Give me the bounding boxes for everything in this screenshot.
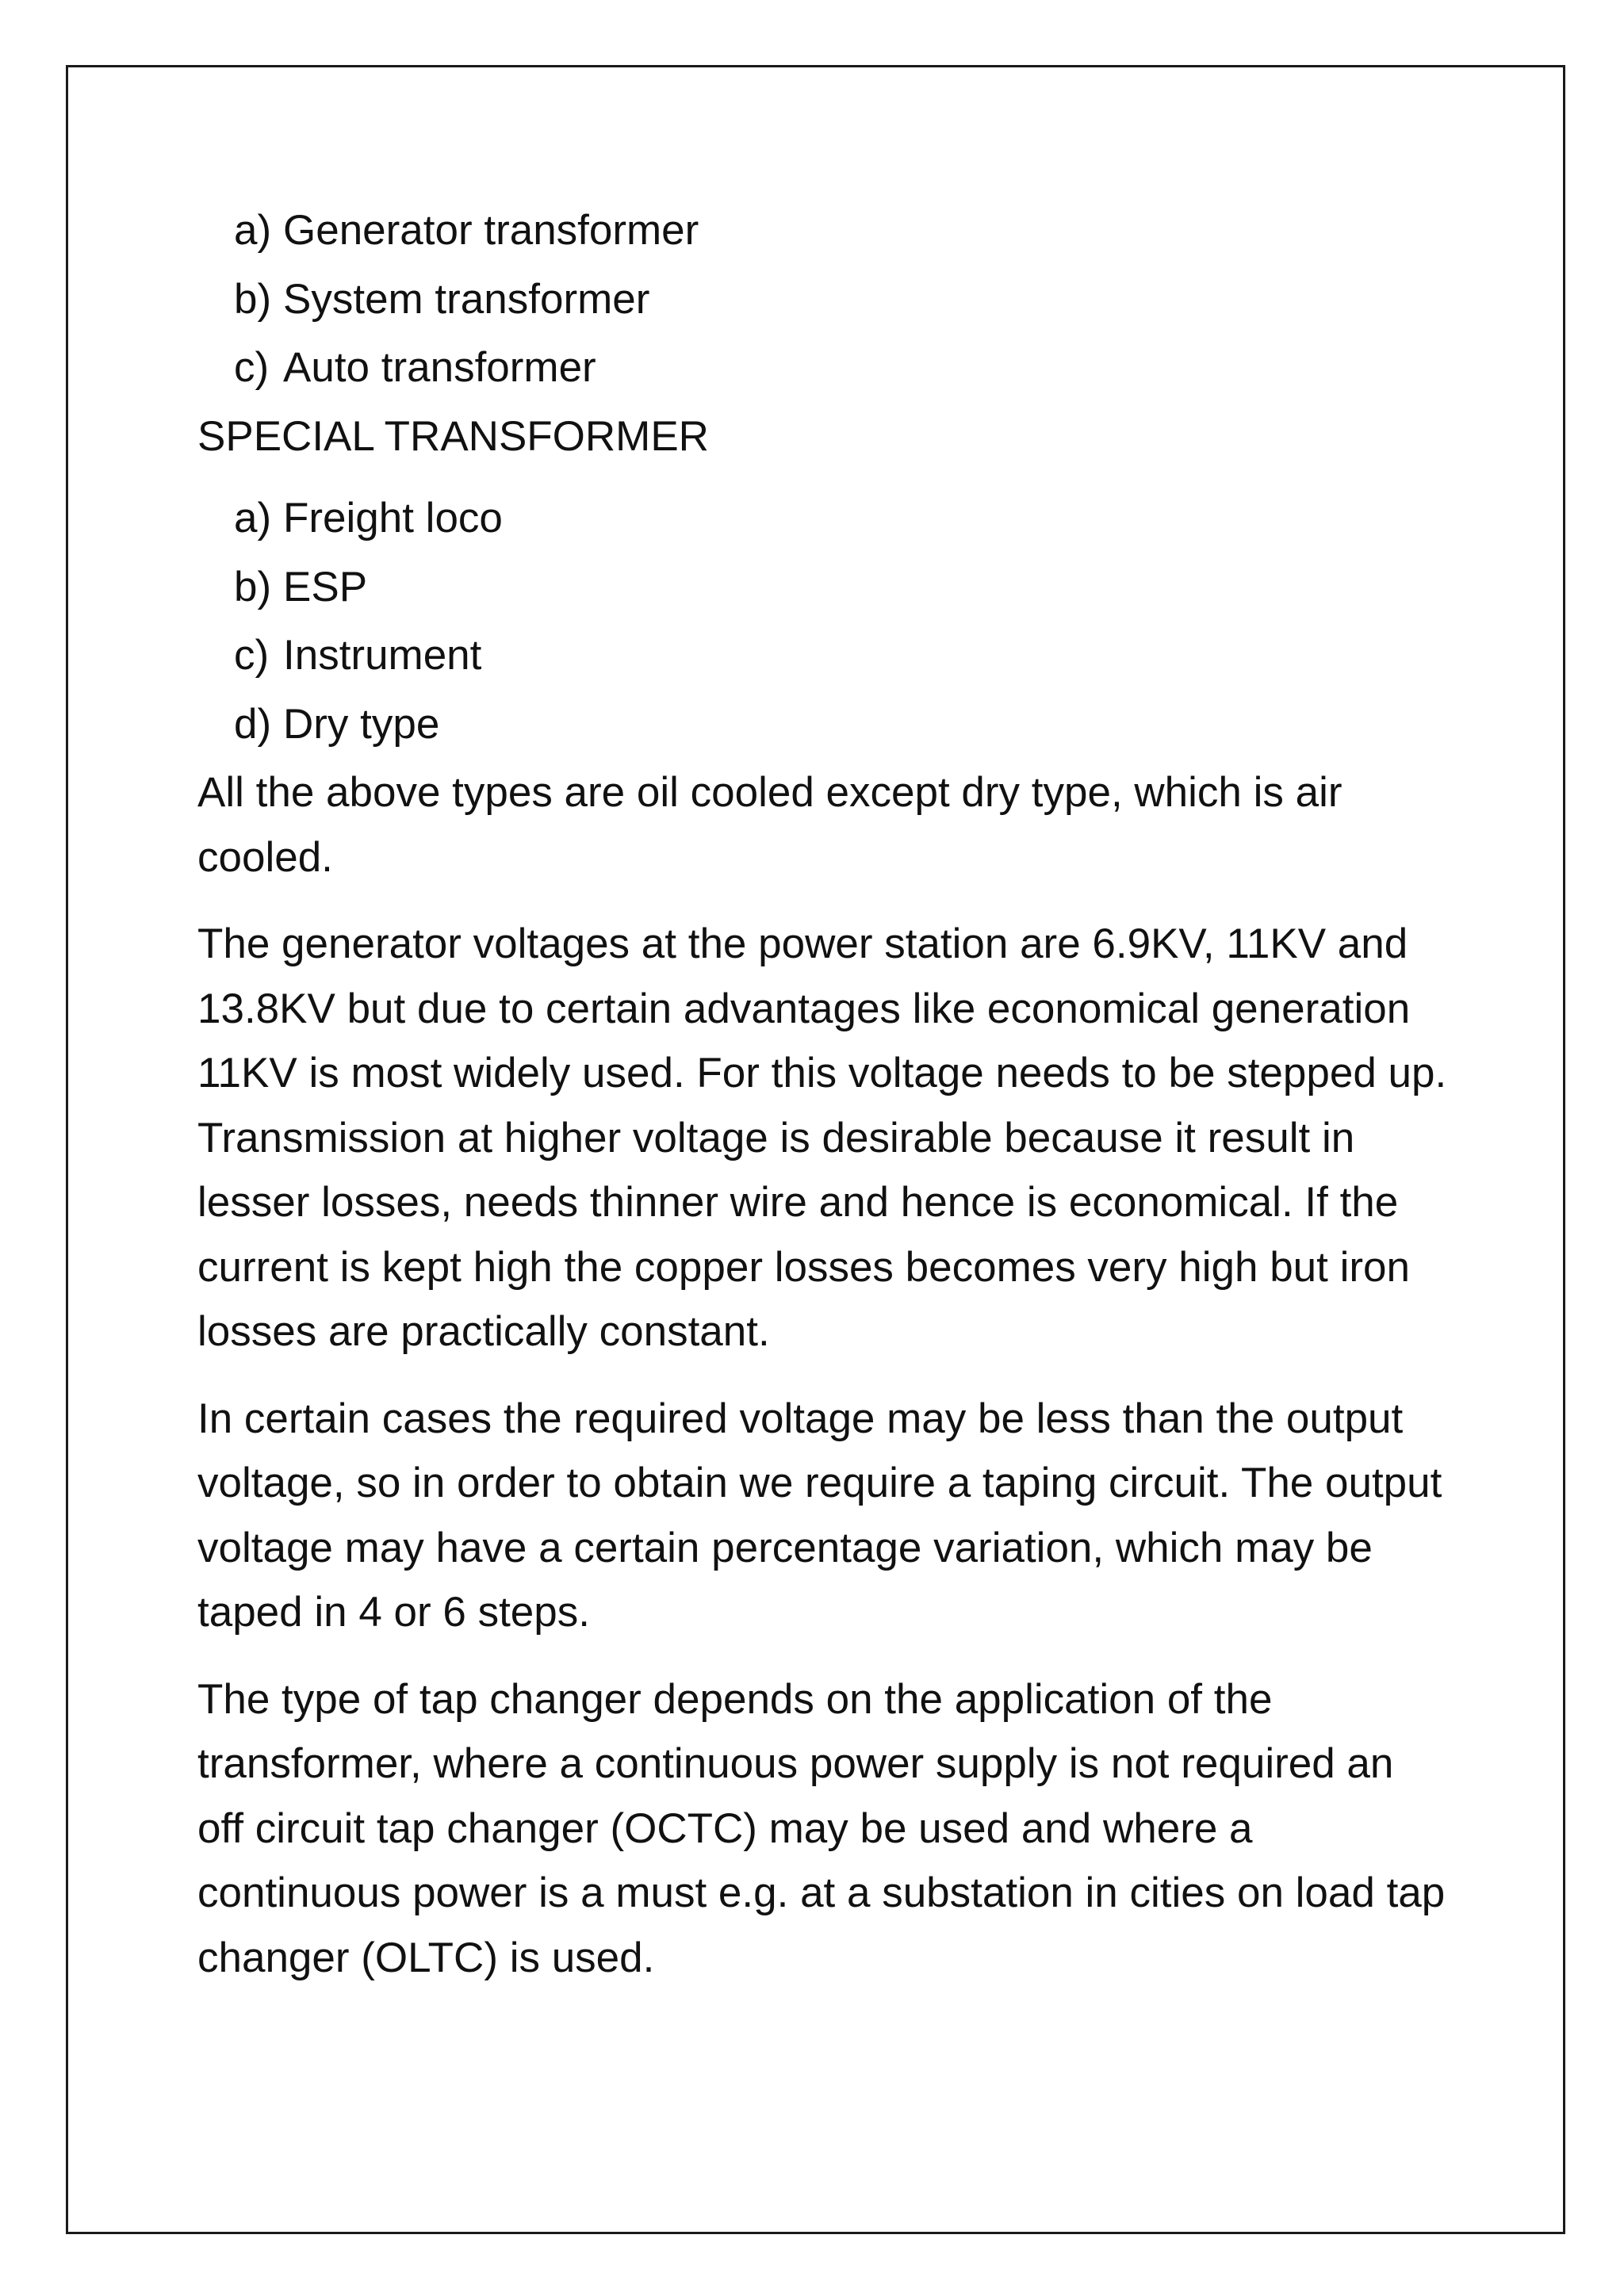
- list-marker: c): [234, 344, 270, 391]
- list-item-text: Instrument: [283, 632, 482, 679]
- list-item: [197, 267, 1450, 332]
- list-item-text: Dry type: [283, 700, 440, 748]
- paragraph-tap-changer: The type of tap changer depends on the application of the transformer, where a continuous power supply is not required an off circuit tap changer (OCTC) may be used and where a continuous power is a must e.g. at a substation in cities on load tap changer (OLTC) is used.: [197, 1675, 1446, 1981]
- paragraph-tapping-circuit: In certain cases the required voltage may be less than the output voltage, so in order to obtain we require a taping circuit. The output voltage may have a certain percentage variation, which may be taped in 4 or 6 steps.: [197, 1395, 1442, 1636]
- paragraph-generator-voltages: The generator voltages at the power station are 6.9KV, 11KV and 13.8KV but due to certain advantages like economical generation 11KV is most widely used. For this voltage needs to be stepped up. Transmission at higher voltage is desirable because it result in lesser losses, needs thinner wire and hence is economical. If the current is kept high the copper losses becomes very high but iron losses are practically constant.: [197, 920, 1447, 1355]
- list-item-text: Freight loco: [283, 495, 503, 541]
- transformer-type-list: [197, 198, 1450, 400]
- list-marker: b): [234, 563, 272, 610]
- list-marker: b): [234, 275, 272, 323]
- list-marker: c): [234, 632, 270, 679]
- list-item-text: Generator transformer: [283, 207, 699, 254]
- list-item: [197, 335, 1450, 400]
- list-item-text: System transformer: [283, 275, 650, 323]
- list-item: [197, 555, 1450, 620]
- list-item-text: ESP: [283, 563, 368, 610]
- special-transformer-list: [197, 486, 1450, 756]
- list-marker: a): [234, 495, 272, 541]
- document-body: [197, 198, 1450, 2012]
- paragraph-cooling: All the above types are oil cooled except dry type, which is air cooled.: [197, 769, 1342, 881]
- list-item: [197, 623, 1450, 688]
- list-item: [197, 692, 1450, 757]
- list-marker: a): [234, 207, 272, 254]
- list-item: [197, 198, 1450, 263]
- list-marker: d): [234, 700, 272, 748]
- list-item-text: Auto transformer: [283, 344, 596, 391]
- list-item: [197, 486, 1450, 551]
- section-heading: SPECIAL TRANSFORMER: [197, 412, 709, 460]
